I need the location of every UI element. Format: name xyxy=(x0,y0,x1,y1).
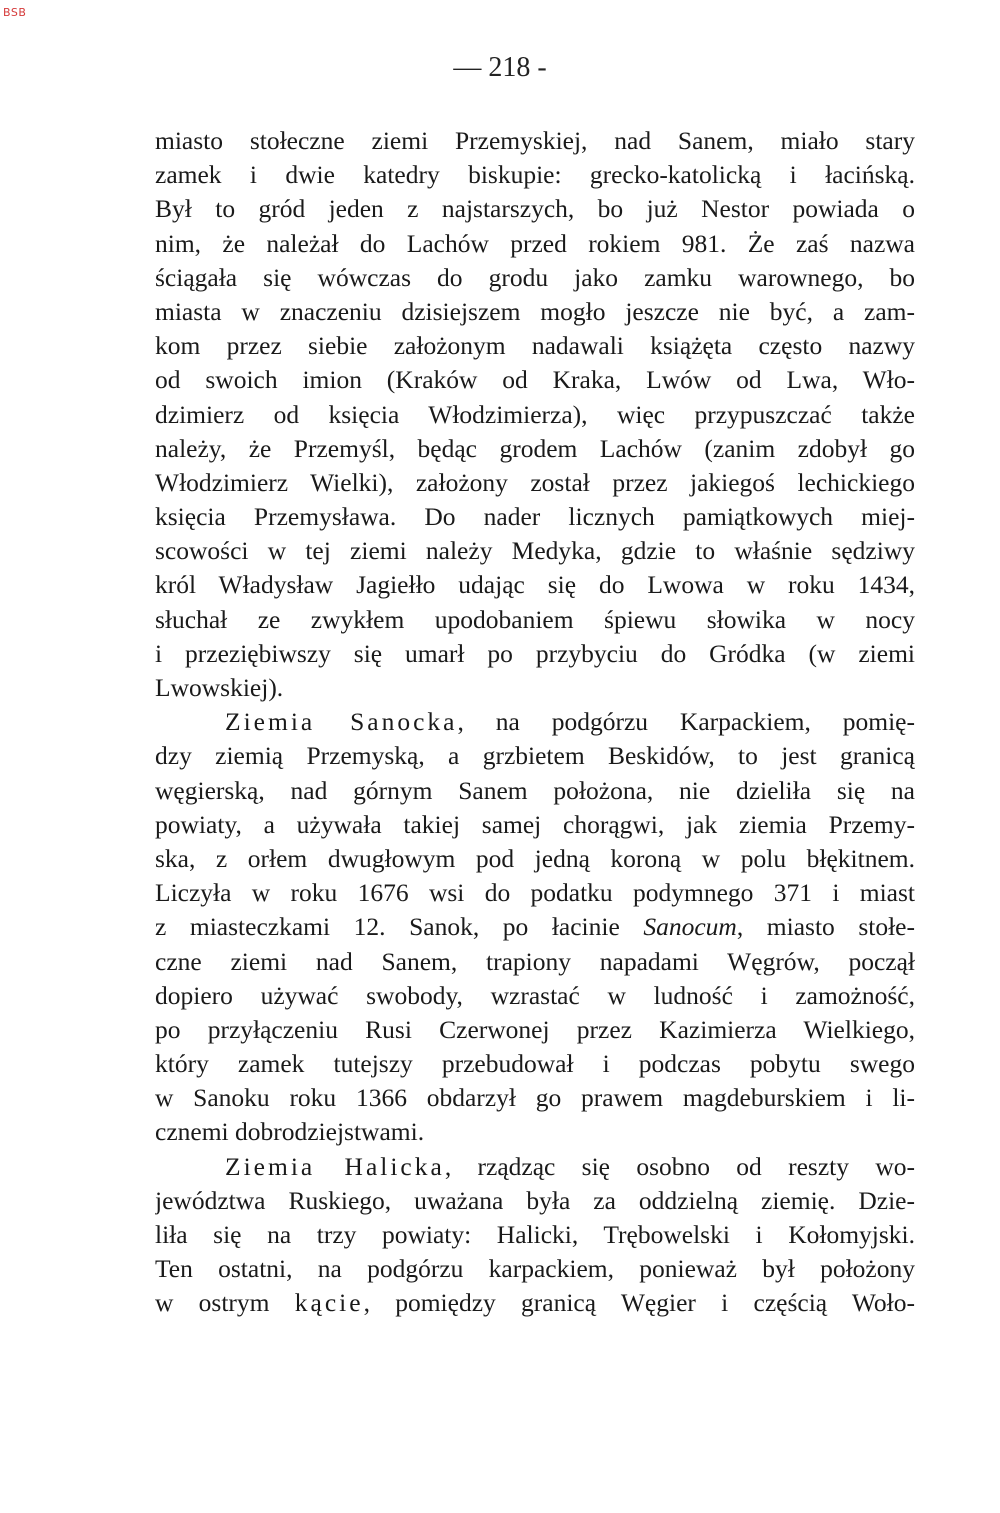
text-segment: miasta w znaczeniu dzisiejszem mogło jeszcze nie być, a zam- xyxy=(155,296,915,326)
text-segment: dopiero używać swobody, wzrastać w ludność i zamożność, xyxy=(155,980,915,1010)
text-line xyxy=(155,466,915,500)
text-segment: , rządząc się osobno od reszty wo- xyxy=(444,1151,915,1181)
text-segment: który zamek tutejszy przebudował i podczas pobytu swego xyxy=(155,1049,915,1079)
text-segment: Liczyła w roku 1676 wsi do podatku podymnego 371 i miast xyxy=(155,878,915,908)
text-line xyxy=(155,192,915,226)
emphasized-term: kącie xyxy=(294,1288,364,1318)
text-line xyxy=(155,500,915,534)
text-line xyxy=(155,910,915,944)
text-segment: kom przez siebie założonym nadawali książęta często nazwy xyxy=(155,331,915,361)
text-line xyxy=(155,398,915,432)
text-line xyxy=(155,227,915,261)
text-line xyxy=(155,945,915,979)
text-line xyxy=(155,1013,915,1047)
text-line xyxy=(155,1286,915,1320)
text-line xyxy=(155,295,915,329)
page-number: — 218 - xyxy=(453,52,547,83)
text-line xyxy=(155,1047,915,1081)
library-stamp: BSB xyxy=(3,6,27,19)
text-segment: scowości w tej ziemi należy Medyka, gdzie to właśnie sędziwy xyxy=(155,536,915,566)
emphasized-term: Ziemia Halicka xyxy=(225,1151,445,1181)
text-segment: węgierską, nad górnym Sanem położona, nie dzieliła się na xyxy=(155,775,915,805)
text-segment: słuchał ze zwykłem upodobaniem śpiewu słowika w nocy xyxy=(155,604,915,634)
text-line xyxy=(155,774,915,808)
text-segment: dzy ziemią Przemyską, a grzbietem Beskidów, to jest granicą xyxy=(155,741,915,771)
text-line xyxy=(155,124,915,158)
text-segment: powiaty, a używała takiej samej chorągwi, jak ziemia Przemy- xyxy=(155,809,915,839)
text-segment: dzimierz od księcia Włodzimierza), więc przypuszczać także xyxy=(155,399,915,429)
text-line xyxy=(155,432,915,466)
text-segment: Lwowskiej). xyxy=(155,673,284,702)
text-segment: zamek i dwie katedry biskupie: grecko-katolicką i łacińską. xyxy=(155,160,915,190)
text-segment: Włodzimierz Wielki), założony został przez jakiegoś lechickiego xyxy=(155,467,915,497)
text-segment: Był to gród jeden z najstarszych, bo już Nestor powiada o xyxy=(155,194,915,224)
text-line xyxy=(155,739,915,773)
text-line xyxy=(155,842,915,876)
text-line xyxy=(155,808,915,842)
text-line xyxy=(155,1081,915,1115)
text-segment: w Sanoku roku 1366 obdarzył go prawem magdeburskiem i li- xyxy=(155,1083,915,1113)
text-segment: jewództwa Ruskiego, uważana była za oddzielną ziemię. Dzie- xyxy=(155,1185,915,1215)
text-line xyxy=(155,1115,915,1149)
text-line xyxy=(155,1150,915,1184)
text-segment: , na podgórzu Karpackiem, pomię- xyxy=(457,707,915,737)
text-segment: , miasto stołe- xyxy=(736,912,915,942)
text-line xyxy=(155,568,915,602)
text-line xyxy=(155,876,915,910)
text-segment: Ten ostatni, na podgórzu karpackiem, ponieważ był położony xyxy=(155,1254,915,1284)
text-segment: należy, że Przemyśl, będąc grodem Lachów (zanim zdobył go xyxy=(155,433,915,463)
text-segment: czne ziemi nad Sanem, trapiony napadami Węgrów, począł xyxy=(155,946,915,976)
text-line xyxy=(155,1252,915,1286)
text-line xyxy=(155,158,915,192)
text-line xyxy=(155,637,915,671)
text-line xyxy=(155,329,915,363)
text-segment: i przeziębiwszy się umarł po przybyciu do Gródka (w ziemi xyxy=(155,638,915,668)
text-line xyxy=(155,1218,915,1252)
text-segment: nim, że należał do Lachów przed rokiem 981. Że zaś nazwa xyxy=(155,228,915,258)
text-segment: ściągała się wówczas do grodu jako zamku warownego, bo xyxy=(155,262,915,292)
text-line xyxy=(155,534,915,568)
text-line xyxy=(155,979,915,1013)
text-segment: liła się na trzy powiaty: Halicki, Trębowelski i Kołomyjski. xyxy=(155,1220,915,1249)
text-line xyxy=(155,603,915,637)
text-segment: ska, z orłem dwugłowym pod jedną koroną w polu błękitnem. xyxy=(155,843,915,873)
text-line xyxy=(155,261,915,295)
text-segment: miasto stołeczne ziemi Przemyskiej, nad Sanem, miało stary xyxy=(155,126,915,155)
text-segment: od swoich imion (Kraków od Kraka, Lwów od Lwa, Wło- xyxy=(155,365,915,395)
text-line xyxy=(155,705,915,739)
italic-term: Sanocum xyxy=(643,912,737,942)
text-segment: w ostrym xyxy=(155,1288,295,1318)
text-line xyxy=(155,1184,915,1218)
text-segment: , pomiędzy granicą Węgier i częścią Woło- xyxy=(363,1288,915,1318)
text-segment: z miasteczkami 12. Sanok, po łacinie xyxy=(155,912,644,942)
text-line xyxy=(155,363,915,397)
text-segment: księcia Przemysława. Do nader licznych pamiątkowych miej- xyxy=(155,502,915,532)
text-segment: po przyłączeniu Rusi Czerwonej przez Kazimierza Wielkiego, xyxy=(155,1014,915,1044)
text-segment: król Władysław Jagiełło udając się do Lwowa w roku 1434, xyxy=(155,570,915,600)
text-line xyxy=(155,671,915,705)
emphasized-term: Ziemia Sanocka xyxy=(225,707,458,737)
body-text xyxy=(155,124,915,1321)
text-segment: cznemi dobrodziejstwami. xyxy=(155,1117,425,1147)
